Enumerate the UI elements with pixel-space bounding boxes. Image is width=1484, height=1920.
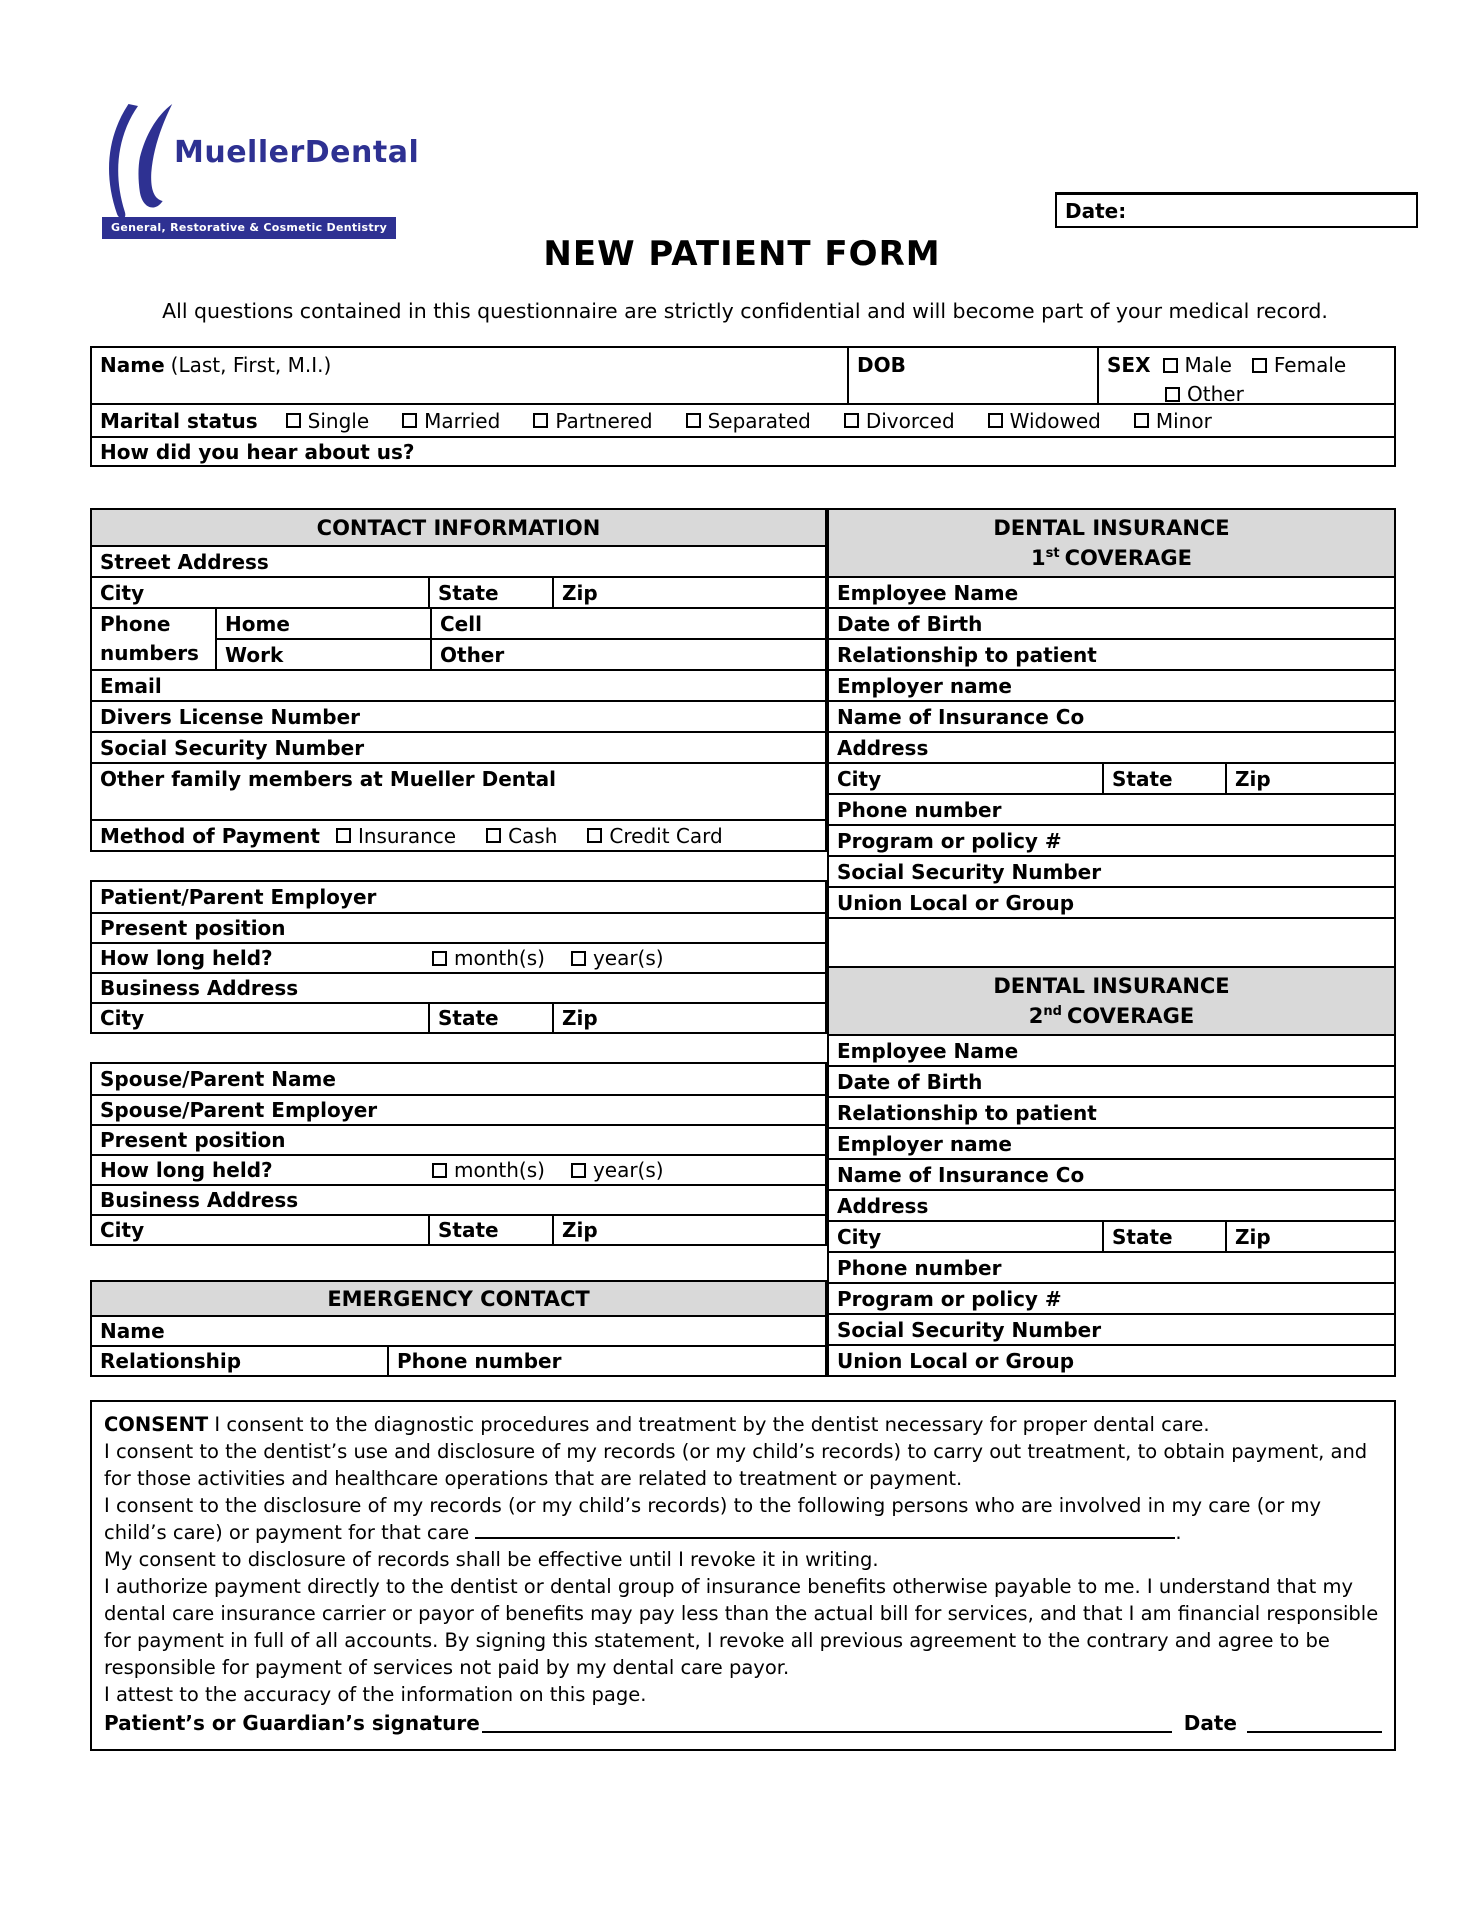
ins2-insurance-co-field[interactable]: [829, 1158, 1394, 1189]
ins1-date-of-birth-field[interactable]: [829, 607, 1394, 638]
consent-paragraph-6: I attest to the accuracy of the information on this page.: [104, 1683, 647, 1706]
duration-option-years: [571, 1158, 664, 1182]
insurance-2nd-coverage-header: [829, 966, 1394, 1034]
city-field[interactable]: [92, 1004, 428, 1032]
mueller-dental-logo-icon: [100, 99, 176, 225]
years-label: year(s): [592, 946, 664, 970]
phone-number-label: Phone number: [397, 1349, 562, 1373]
checkbox-male[interactable]: [1163, 358, 1178, 373]
payment-option-insurance: [336, 824, 456, 848]
coverage-number: 2: [1028, 1003, 1044, 1028]
sex-label: SEX: [1107, 353, 1151, 377]
drivers-license-field[interactable]: [92, 700, 825, 731]
checkbox-partnered[interactable]: [533, 413, 548, 428]
policy-number-label: Program or policy #: [837, 1286, 1062, 1311]
email-field[interactable]: [92, 669, 825, 700]
zip-label: Zip: [562, 580, 598, 605]
ins2-address-field[interactable]: [829, 1189, 1394, 1220]
consent-title: CONSENT: [104, 1413, 209, 1436]
checkbox-divorced[interactable]: [844, 413, 859, 428]
state-label: State: [438, 580, 499, 605]
patient-position-field[interactable]: [92, 912, 825, 942]
spouse-position-label: Present position: [100, 1128, 286, 1152]
coverage-ordinal: st: [1045, 545, 1060, 561]
coverage-word: COVERAGE: [1064, 545, 1192, 570]
insurance-header-line2: [1029, 999, 1195, 1029]
zip-field[interactable]: [1225, 1222, 1394, 1251]
employee-name-label: Employee Name: [837, 580, 1019, 605]
phone-numbers-row: [92, 607, 825, 669]
contact-information-header: CONTACT INFORMATION: [92, 510, 825, 545]
checkbox-other[interactable]: [1165, 387, 1180, 402]
address-label: Address: [837, 1193, 929, 1218]
city-label: City: [100, 580, 145, 605]
cell-label: Cell: [440, 611, 482, 636]
consent-paragraph-5: I authorize payment directly to the dentist or dental group of insurance benefits otherwise payable to me. I understand that my dental care insurance carrier or payor of benefits may pay less than the actual bill for services, and that I am financial responsible for payment in full of all accounts. By signing this statement, I revoke all previous agreement to the contrary and agree to be responsible for payment of services not paid by my dental care payor.: [104, 1575, 1379, 1679]
zip-field[interactable]: [552, 578, 825, 607]
spouse-name-label: Spouse/Parent Name: [100, 1067, 336, 1091]
union-local-label: Union Local or Group: [837, 890, 1075, 915]
payment-option-cash: [486, 824, 557, 848]
state-label: State: [438, 1218, 499, 1242]
payment-method-row: [92, 819, 825, 850]
insurance-header-line1: DENTAL INSURANCE: [993, 973, 1230, 998]
state-field[interactable]: [428, 1004, 552, 1032]
checkbox-months[interactable]: [432, 951, 447, 966]
page-title: NEW PATIENT FORM: [543, 234, 941, 274]
work-phone-field[interactable]: [217, 640, 430, 669]
home-label: Home: [225, 611, 290, 636]
zip-label: Zip: [1235, 766, 1271, 791]
consent-text-1: I consent to the diagnostic procedures and treatment by the dentist necessary for proper dental care.: [214, 1413, 1210, 1436]
name-field[interactable]: [92, 348, 847, 403]
checkbox-separated[interactable]: [686, 413, 701, 428]
emergency-relationship-field[interactable]: [92, 1347, 387, 1375]
payment-method-label: Method of Payment: [100, 823, 320, 848]
name-format-hint: (Last, First, M.I.): [170, 353, 332, 377]
marital-status-row: [92, 403, 1394, 436]
ssn-field[interactable]: [92, 731, 825, 762]
ins1-relationship-field[interactable]: [829, 638, 1394, 669]
ins1-employee-name-field[interactable]: [829, 576, 1394, 607]
months-label: month(s): [454, 1158, 545, 1182]
business-address-label: Business Address: [100, 1188, 299, 1212]
consent-text-3-period: .: [1175, 1521, 1182, 1544]
state-label: State: [1112, 766, 1173, 791]
dob-field[interactable]: [847, 348, 1097, 403]
street-address-field[interactable]: [92, 545, 825, 576]
date-of-birth-label: Date of Birth: [837, 611, 983, 636]
name-dob-sex-row: [92, 348, 1394, 406]
date-label: Date:: [1065, 199, 1127, 223]
insurance-co-label: Name of Insurance Co: [837, 704, 1085, 729]
city-field[interactable]: [92, 1216, 428, 1244]
male-label: Male: [1184, 353, 1232, 377]
drivers-license-label: Divers License Number: [100, 704, 361, 729]
state-field[interactable]: [1102, 764, 1225, 793]
patient-employer-field[interactable]: [92, 882, 825, 912]
zip-label: Zip: [562, 1006, 598, 1030]
contact-city-state-zip-row: [92, 576, 825, 607]
checkbox-cash[interactable]: [486, 828, 501, 843]
zip-label: Zip: [1235, 1224, 1271, 1249]
phone-grid: [215, 609, 825, 669]
union-local-label: Union Local or Group: [837, 1348, 1075, 1373]
ins2-employee-name-field[interactable]: [829, 1034, 1394, 1065]
female-label: Female: [1273, 353, 1347, 377]
ins1-policy-number-field[interactable]: [829, 824, 1394, 855]
checkbox-female[interactable]: [1252, 358, 1267, 373]
ins2-union-local-field[interactable]: [829, 1344, 1394, 1375]
zip-label: Zip: [562, 1218, 598, 1242]
duration-options: [432, 944, 664, 972]
phone-numbers-label: Phone numbers: [100, 612, 199, 665]
credit-card-label: Credit Card: [609, 823, 723, 848]
cell-phone-field[interactable]: [430, 609, 825, 638]
state-field[interactable]: [1102, 1222, 1225, 1251]
spouse-position-field[interactable]: [92, 1124, 825, 1154]
state-field[interactable]: [428, 1216, 552, 1244]
insurance-header-line2: [1031, 541, 1192, 571]
spouse-employer-label: Spouse/Parent Employer: [100, 1098, 378, 1122]
ins2-phone-number-field[interactable]: [829, 1251, 1394, 1282]
signature-blank[interactable]: [482, 1711, 1172, 1733]
patient-employment-table: [90, 880, 827, 1034]
ins1-address-field[interactable]: [829, 731, 1394, 762]
signature-row: [104, 1710, 1382, 1737]
payment-option-credit-card: [587, 824, 722, 848]
spouse-business-address-field[interactable]: [92, 1184, 825, 1214]
insurance-co-label: Name of Insurance Co: [837, 1162, 1085, 1187]
marital-status-label: Marital status: [100, 408, 258, 433]
duration-options: [432, 1156, 664, 1184]
duration-option-months: [432, 946, 545, 970]
marital-option-partnered: [533, 409, 652, 433]
cash-label: Cash: [508, 823, 558, 848]
patient-business-address-field[interactable]: [92, 972, 825, 1002]
emergency-name-label: Name: [100, 1319, 165, 1343]
city-label: City: [837, 766, 882, 791]
phone-row-2: [217, 638, 825, 669]
checkbox-single[interactable]: [286, 413, 301, 428]
relationship-to-patient-label: Relationship to patient: [837, 642, 1097, 667]
spouse-employer-field[interactable]: [92, 1094, 825, 1124]
patient-duration-row[interactable]: [92, 942, 825, 972]
other-label: Other: [440, 642, 505, 667]
logo-swoosh-left: [109, 104, 138, 219]
city-field[interactable]: [92, 578, 428, 607]
checkbox-years[interactable]: [571, 1163, 586, 1178]
policy-number-label: Program or policy #: [837, 828, 1062, 853]
state-label: State: [438, 1006, 499, 1030]
ins1-phone-number-field[interactable]: [829, 793, 1394, 824]
ssn-label: Social Security Number: [837, 859, 1102, 884]
relationship-label: Relationship: [100, 1349, 242, 1373]
consent-paragraph-3: [104, 1492, 1382, 1546]
ins1-employer-name-field[interactable]: [829, 669, 1394, 700]
date-field[interactable]: [1055, 192, 1418, 228]
married-label: Married: [424, 408, 501, 433]
disclosure-persons-blank[interactable]: [475, 1519, 1175, 1539]
patient-position-label: Present position: [100, 916, 286, 940]
signature-date-blank[interactable]: [1247, 1711, 1382, 1733]
consent-section: [90, 1400, 1396, 1751]
patient-employment-city-state-zip-row: [92, 1002, 825, 1032]
work-label: Work: [225, 642, 284, 667]
consent-text-3: I consent to the disclosure of my records (or my child’s records) to the following persons who are involved in my care (or my child’s care) or payment for that care: [104, 1494, 1322, 1544]
insurance-label: Insurance: [357, 823, 457, 848]
date-of-birth-label: Date of Birth: [837, 1069, 983, 1094]
phone-row-1: [217, 609, 825, 638]
coverage-number: 1: [1031, 545, 1046, 570]
emergency-phone-field[interactable]: [387, 1347, 825, 1375]
contact-information-table: [90, 508, 827, 852]
insurance-spacer-cell: [829, 917, 1394, 966]
confidentiality-note: All questions contained in this questionnaire are strictly confidential and will become part of your medical record.: [162, 299, 1328, 323]
ssn-label: Social Security Number: [100, 735, 365, 760]
phone-number-label: Phone number: [837, 797, 1002, 822]
checkbox-widowed[interactable]: [988, 413, 1003, 428]
ins1-insurance-co-field[interactable]: [829, 700, 1394, 731]
minor-label: Minor: [1155, 408, 1212, 433]
name-label: Name: [100, 353, 165, 377]
phone-number-label: Phone number: [837, 1255, 1002, 1280]
separated-label: Separated: [707, 408, 811, 433]
spouse-name-field[interactable]: [92, 1064, 825, 1094]
phone-numbers-label-cell: [92, 609, 215, 669]
employer-name-label: Employer name: [837, 673, 1012, 698]
consent-paragraph-2: I consent to the dentist’s use and disclosure of my records (or my child’s records) to carry out treatment, to obtain payment, and for those activities and healthcare operations that are related to treatment or payment.: [104, 1440, 1368, 1490]
checkbox-insurance[interactable]: [336, 828, 351, 843]
sex-field: [1097, 348, 1394, 406]
emergency-contact-table: [90, 1280, 827, 1377]
family-members-field[interactable]: [92, 762, 825, 819]
ins2-employer-name-field[interactable]: [829, 1127, 1394, 1158]
how-long-held-label: How long held?: [100, 1158, 273, 1182]
emergency-name-field[interactable]: [92, 1315, 825, 1345]
marital-option-widowed: [988, 409, 1101, 433]
logo-swoosh-right: [138, 104, 172, 207]
state-label: State: [1112, 1224, 1173, 1249]
zip-field[interactable]: [552, 1004, 825, 1032]
city-label: City: [100, 1218, 145, 1242]
street-address-label: Street Address: [100, 549, 269, 574]
left-column: [90, 508, 827, 1377]
spouse-duration-row[interactable]: [92, 1154, 825, 1184]
checkbox-married[interactable]: [402, 413, 417, 428]
signature-date-label: Date: [1183, 1711, 1237, 1735]
single-label: Single: [307, 408, 370, 433]
right-column: [827, 508, 1396, 1377]
referral-field[interactable]: [92, 436, 1394, 465]
mueller-dental-logo: [100, 95, 460, 250]
partnered-label: Partnered: [555, 408, 653, 433]
ins2-policy-number-field[interactable]: [829, 1282, 1394, 1313]
zip-field[interactable]: [1225, 764, 1394, 793]
city-label: City: [837, 1224, 882, 1249]
city-field[interactable]: [829, 1222, 1102, 1251]
form-columns: [90, 508, 1396, 1377]
employer-name-label: Employer name: [837, 1131, 1012, 1156]
patient-employer-label: Patient/Parent Employer: [100, 885, 377, 909]
consent-paragraph-1: [104, 1411, 1382, 1438]
ins1-union-local-field[interactable]: [829, 886, 1394, 917]
ins2-date-of-birth-field[interactable]: [829, 1065, 1394, 1096]
relationship-to-patient-label: Relationship to patient: [837, 1100, 1097, 1125]
employee-name-label: Employee Name: [837, 1038, 1019, 1063]
marital-option-minor: [1134, 409, 1212, 433]
sex-option-female: [1252, 353, 1346, 377]
brand-name: MuellerDental: [174, 135, 420, 170]
ins1-city-state-zip-row: [829, 762, 1394, 793]
coverage-word: COVERAGE: [1066, 1003, 1195, 1028]
spouse-employment-table: [90, 1062, 827, 1246]
months-label: month(s): [454, 946, 545, 970]
email-label: Email: [100, 673, 162, 698]
insurance-header-line1: DENTAL INSURANCE: [993, 515, 1230, 540]
emergency-relationship-phone-row: [92, 1345, 825, 1375]
family-members-label: Other family members at Mueller Dental: [100, 767, 556, 791]
ins2-city-state-zip-row: [829, 1220, 1394, 1251]
ssn-label: Social Security Number: [837, 1317, 1102, 1342]
address-label: Address: [837, 735, 929, 760]
coverage-ordinal: nd: [1043, 1003, 1062, 1019]
signature-label: Patient’s or Guardian’s signature: [104, 1711, 480, 1735]
dob-label: DOB: [857, 353, 906, 377]
ins2-ssn-field[interactable]: [829, 1313, 1394, 1344]
business-address-label: Business Address: [100, 976, 299, 1000]
sex-options-line1: [1107, 353, 1394, 377]
patient-identity-table: [90, 346, 1396, 467]
state-field[interactable]: [428, 578, 552, 607]
referral-label: How did you hear about us?: [100, 439, 415, 464]
checkbox-minor[interactable]: [1134, 413, 1149, 428]
city-field[interactable]: [829, 764, 1102, 793]
consent-paragraph-4: My consent to disclosure of records shall be effective until I revoke it in writing.: [104, 1548, 879, 1571]
brand-tagline: General, Restorative & Cosmetic Dentistry: [102, 217, 396, 239]
checkbox-months[interactable]: [432, 1163, 447, 1178]
ins1-ssn-field[interactable]: [829, 855, 1394, 886]
marital-option-married: [402, 409, 500, 433]
duration-option-years: [571, 946, 664, 970]
ins2-relationship-field[interactable]: [829, 1096, 1394, 1127]
home-phone-field[interactable]: [217, 609, 430, 638]
emergency-contact-header: EMERGENCY CONTACT: [92, 1282, 825, 1315]
checkbox-years[interactable]: [571, 951, 586, 966]
marital-option-single: [286, 409, 369, 433]
marital-option-separated: [686, 409, 811, 433]
insurance-1st-coverage-header: [829, 510, 1394, 576]
spouse-employment-city-state-zip-row: [92, 1214, 825, 1244]
zip-field[interactable]: [552, 1216, 825, 1244]
years-label: year(s): [592, 1158, 664, 1182]
other-label: Other: [1187, 382, 1244, 406]
dental-insurance-table: [827, 508, 1396, 1377]
sex-option-male: [1163, 353, 1232, 377]
city-label: City: [100, 1006, 145, 1030]
marital-option-divorced: [844, 409, 955, 433]
divorced-label: Divorced: [865, 408, 955, 433]
widowed-label: Widowed: [1009, 408, 1101, 433]
how-long-held-label: How long held?: [100, 946, 273, 970]
checkbox-credit-card[interactable]: [587, 828, 602, 843]
duration-option-months: [432, 1158, 545, 1182]
other-phone-field[interactable]: [430, 640, 825, 669]
